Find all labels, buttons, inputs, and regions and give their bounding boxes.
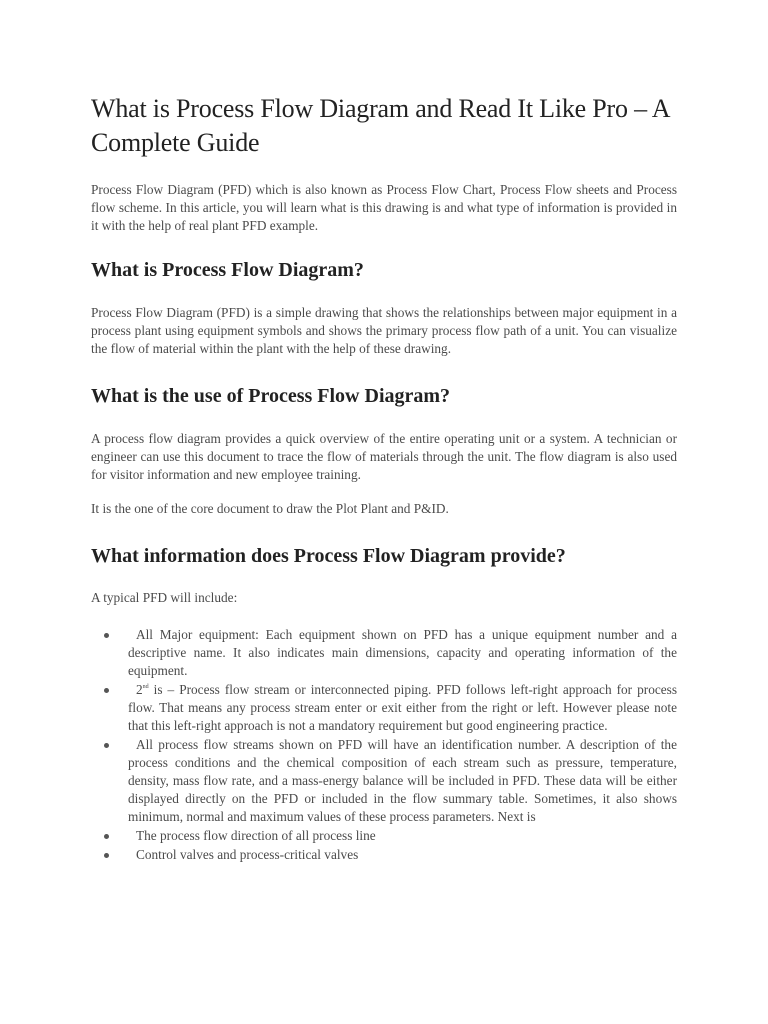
list-item-text: All process flow streams shown on PFD will have an identification number. A description of the process conditions and the chemical composition of each stream such as pressure, temperature, density, mass flow rate, and a mass-energy balance will be included in PFD. These data will be either displayed directly on the PFD or included in the flow summary table. Sometimes, it also shows minimum, normal and maximum values of these process parameters. Next is <box>128 737 677 824</box>
bullet-icon <box>104 853 109 858</box>
list-item <box>91 736 677 826</box>
list-item-number: 2 <box>136 682 143 697</box>
list-item-ordinal-suffix: nd <box>142 684 149 690</box>
list-item <box>91 681 677 735</box>
bullet-icon <box>104 743 109 748</box>
section-heading-what-is-pfd: What is Process Flow Diagram? <box>91 259 364 281</box>
list-item <box>91 846 677 864</box>
list-item-text: All Major equipment: Each equipment shown on PFD has a unique equipment number and a descriptive name. It also indicates main dimensions, capacity and operating information of the equipment. <box>128 627 677 678</box>
list-item-text: is – Process flow stream or interconnected piping. PFD follows left-right approach for process flow. That means any process stream enter or exit either from the right or left. However please note that this left-right approach is not a mandatory requirement but good engineering practice. <box>128 682 677 733</box>
bullet-icon <box>104 688 109 693</box>
list-item <box>91 827 677 845</box>
intro-paragraph: Process Flow Diagram (PFD) which is also known as Process Flow Chart, Process Flow sheets and Process flow scheme. In this article, you will learn what is this drawing is and what type of information is provided in it with the help of real plant PFD example. <box>91 182 677 233</box>
section-paragraph-core-document: It is the one of the core document to draw the Plot Plant and P&ID. <box>91 501 449 516</box>
bullet-icon <box>104 834 109 839</box>
bullet-icon <box>104 633 109 638</box>
section-paragraph-typical-pfd: A typical PFD will include: <box>91 590 238 605</box>
pfd-contents-list <box>91 626 677 864</box>
section-heading-use-of-pfd: What is the use of Process Flow Diagram? <box>91 385 451 407</box>
list-item-text: The process flow direction of all process line <box>136 828 376 843</box>
section-paragraph-use-of-pfd: A process flow diagram provides a quick overview of the entire operating unit or a system. A technician or engineer can use this document to trace the flow of materials through the unit. The flow diagram is also used for visitor information and new employee training. <box>91 431 677 482</box>
document-title: What is Process Flow Diagram and Read It Like Pro – A Complete Guide <box>91 94 669 157</box>
list-item <box>91 626 677 680</box>
document-page <box>91 92 677 865</box>
list-item-text: Control valves and process-critical valves <box>136 847 359 862</box>
section-heading-pfd-information: What information does Process Flow Diagram provide? <box>91 545 566 567</box>
section-paragraph-what-is-pfd: Process Flow Diagram (PFD) is a simple drawing that shows the relationships between major equipment in a process plant using equipment symbols and shows the primary process flow path of a unit. You can visualize the flow of material within the plant with the help of these drawing. <box>91 305 677 356</box>
